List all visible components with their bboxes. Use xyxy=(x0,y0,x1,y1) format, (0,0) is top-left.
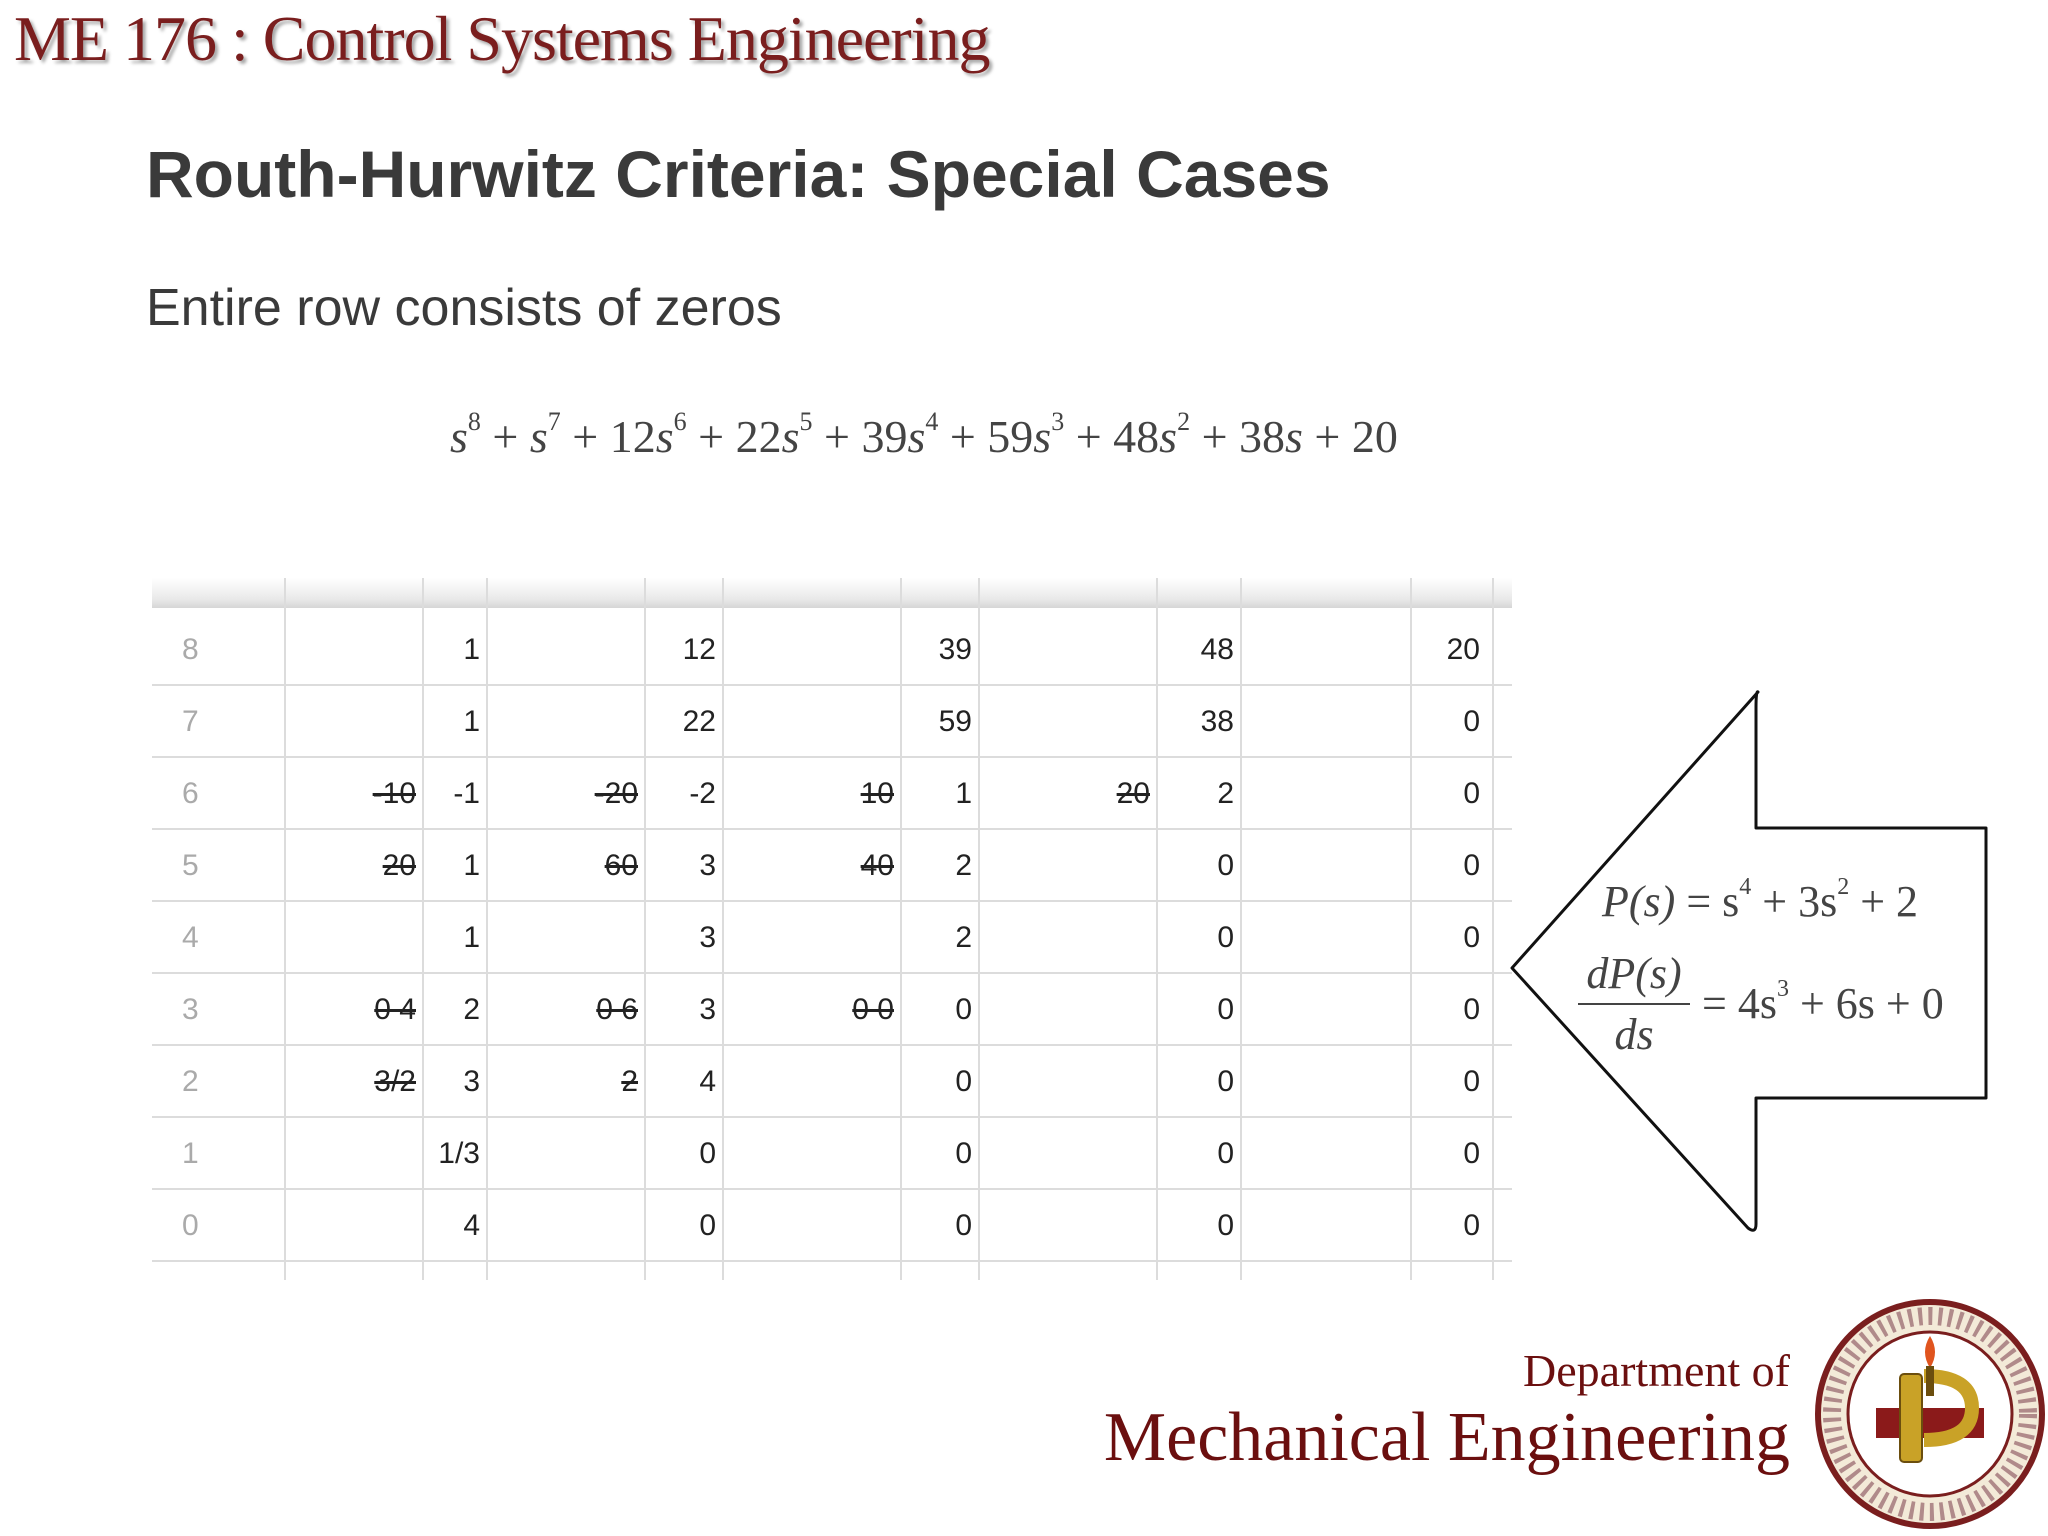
table-cell: 0 xyxy=(1217,921,1234,954)
table-cell: 0 xyxy=(1463,849,1480,882)
department-name: Mechanical Engineering xyxy=(1103,1399,1790,1476)
table-cell: 0 xyxy=(699,1209,716,1242)
plus-sign: + xyxy=(812,411,862,462)
p-of-s-equation xyxy=(1602,876,1918,927)
struck-table-cell: 40 xyxy=(860,849,894,882)
polynomial-term: $s^7$ xyxy=(529,406,561,462)
table-cell: 2 xyxy=(1217,777,1234,810)
routh-row-label: 5 xyxy=(182,849,199,882)
table-cell: 1 xyxy=(463,633,480,666)
table-cell: -1 xyxy=(453,777,480,810)
table-cell: 1 xyxy=(463,705,480,738)
dp-rhs: = 4s xyxy=(1702,979,1777,1028)
struck-table-cell: 10 xyxy=(860,777,894,810)
table-cell: 0 xyxy=(1463,705,1480,738)
p-exp2: 2 xyxy=(1837,874,1850,901)
table-cell: 12 xyxy=(682,633,716,666)
polynomial-term: $22s^5$ xyxy=(735,406,813,462)
plus-sign: + xyxy=(686,411,736,462)
dp-end: + 6s + 0 xyxy=(1788,979,1944,1028)
struck-table-cell: 0 6 xyxy=(596,993,638,1026)
polynomial-term: $48s^2$ xyxy=(1113,406,1191,462)
table-cell: 3 xyxy=(463,1065,480,1098)
table-cell: 4 xyxy=(463,1209,480,1242)
table-cell: 0 xyxy=(1463,993,1480,1026)
table-cell: 0 xyxy=(699,1137,716,1170)
struck-table-cell: 0 4 xyxy=(374,993,416,1026)
plus-sign: + xyxy=(938,411,988,462)
routh-row-label: 7 xyxy=(182,705,199,738)
table-cell: 0 xyxy=(1463,1065,1480,1098)
table-cell: 0 xyxy=(1217,1137,1234,1170)
polynomial-term: 38s xyxy=(1239,411,1303,462)
struck-table-cell: 0 0 xyxy=(852,993,894,1026)
table-cell: 0 xyxy=(1463,1137,1480,1170)
plus-sign: + xyxy=(1064,411,1114,462)
struck-table-cell: -20 xyxy=(594,777,638,810)
routh-table xyxy=(152,578,1512,1280)
routh-row-label: 6 xyxy=(182,777,199,810)
table-cell: 1 xyxy=(955,777,972,810)
routh-row-label: 4 xyxy=(182,921,199,954)
routh-row-label: 0 xyxy=(182,1209,199,1242)
dp-denominator: ds xyxy=(1614,1010,1654,1059)
polynomial-term: $59s^3$ xyxy=(987,406,1065,462)
table-cell: 1 xyxy=(463,849,480,882)
routh-row-label: 8 xyxy=(182,633,199,666)
table-cell: 48 xyxy=(1200,633,1234,666)
plus-sign: + xyxy=(480,411,530,462)
table-cell: 0 xyxy=(1463,921,1480,954)
struck-table-cell: 60 xyxy=(604,849,638,882)
table-cell: 59 xyxy=(938,705,972,738)
dp-rhs-equation xyxy=(1702,978,1944,1029)
dp-fraction xyxy=(1578,948,1690,1060)
struck-table-cell: 2 xyxy=(621,1065,638,1098)
table-cell: 0 xyxy=(1217,1209,1234,1242)
slide-title: Routh-Hurwitz Criteria: Special Cases xyxy=(146,137,1331,211)
struck-table-cell: -10 xyxy=(372,777,416,810)
plus-sign: + xyxy=(1302,411,1352,462)
table-cell: 1/3 xyxy=(438,1137,480,1170)
table-cell: 39 xyxy=(938,633,972,666)
course-header: ME 176 : Control Systems Engineering xyxy=(14,3,990,74)
routh-row-label: 2 xyxy=(182,1065,199,1098)
plus-sign: + xyxy=(560,411,610,462)
polynomial-term: $39s^4$ xyxy=(861,406,939,462)
table-cell: 22 xyxy=(682,705,716,738)
struck-table-cell: 20 xyxy=(1116,777,1150,810)
table-cell: 3 xyxy=(699,849,716,882)
table-cell: 0 xyxy=(1463,1209,1480,1242)
table-cell: 0 xyxy=(1217,849,1234,882)
table-cell: 2 xyxy=(955,921,972,954)
table-cell: 0 xyxy=(955,1065,972,1098)
p-exp1: 4 xyxy=(1739,874,1752,901)
table-cell: 0 xyxy=(955,1137,972,1170)
table-cell: 0 xyxy=(1463,777,1480,810)
table-cell: 2 xyxy=(955,849,972,882)
plus-sign: + xyxy=(1190,411,1240,462)
characteristic-polynomial xyxy=(450,406,1398,463)
p-rhs: = s xyxy=(1686,877,1740,926)
polynomial-term: 20 xyxy=(1351,411,1398,462)
table-cell: 0 xyxy=(955,993,972,1026)
p-end: + 2 xyxy=(1849,877,1919,926)
table-cell: -2 xyxy=(689,777,716,810)
college-seal-logo xyxy=(1812,1296,2048,1532)
struck-table-cell: 3/2 xyxy=(374,1065,416,1098)
fraction-bar xyxy=(1578,1003,1690,1005)
table-cell: 4 xyxy=(699,1065,716,1098)
table-cell: 2 xyxy=(463,993,480,1026)
table-cell: 3 xyxy=(699,993,716,1026)
table-cell: 3 xyxy=(699,921,716,954)
slide-subtitle: Entire row consists of zeros xyxy=(146,279,782,337)
table-cell: 0 xyxy=(1217,993,1234,1026)
routh-row-label: 1 xyxy=(182,1137,199,1170)
p-mid: + 3s xyxy=(1751,877,1838,926)
struck-table-cell: 20 xyxy=(382,849,416,882)
table-cell: 20 xyxy=(1446,633,1480,666)
polynomial-term: $s^8$ xyxy=(450,406,481,462)
dp-exp: 3 xyxy=(1776,976,1789,1003)
table-cell: 0 xyxy=(1217,1065,1234,1098)
p-lhs: P(s) xyxy=(1602,877,1676,926)
table-cell: 0 xyxy=(955,1209,972,1242)
table-cell: 1 xyxy=(463,921,480,954)
table-header-band xyxy=(152,578,1512,608)
polynomial-term: $12s^6$ xyxy=(609,406,687,462)
department-label: Department of xyxy=(1523,1345,1790,1396)
table-cell: 38 xyxy=(1200,705,1234,738)
routh-row-label: 3 xyxy=(182,993,199,1026)
dp-numerator: dP(s) xyxy=(1586,949,1682,998)
